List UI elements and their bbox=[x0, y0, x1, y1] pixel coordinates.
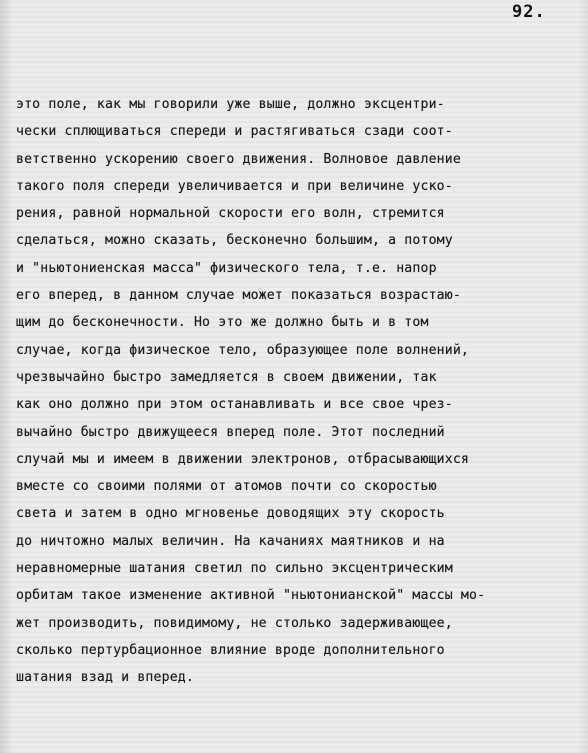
text-line: чески сплющиваться спереди и растягиваться сзади соот- bbox=[16, 124, 453, 140]
text-line: ветственно ускорению своего движения. Волновое давление bbox=[16, 151, 461, 167]
text-line: до ничтожно малых величин. На качаниях маятников и на bbox=[16, 533, 445, 549]
text-line: как оно должно при этом останавливать и все свое чрез- bbox=[16, 397, 453, 413]
text-line: шатания взад и вперед. bbox=[16, 670, 194, 686]
text-line: щим до бесконечности. Но это же должно быть и в том bbox=[16, 315, 429, 331]
text-line: его вперед, в данном случае может показаться возрастаю- bbox=[16, 288, 461, 304]
body-text bbox=[16, 91, 578, 692]
text-line: жет производить, повидимому, не столько задерживающее, bbox=[16, 615, 453, 631]
text-line: сделаться, можно сказать, бесконечно большим, а потому bbox=[16, 233, 453, 249]
text-line: сколько пертурбационное влияние вроде дополнительного bbox=[16, 642, 445, 658]
text-line: вместе со своими полями от атомов почти со скоростью bbox=[16, 479, 437, 495]
text-line: чрезвычайно быстро замедляется в своем движении, так bbox=[16, 369, 437, 385]
text-line: случай мы и имеем в движении электронов, отбрасывающихся bbox=[16, 451, 470, 467]
text-line: света и затем в одно мгновенье доводящих эту скорость bbox=[16, 506, 445, 522]
text-line: и "ньютониенская масса" физического тела, т.е. напор bbox=[16, 260, 437, 276]
text-line: вычайно быстро движущееся вперед поле. Этот последний bbox=[16, 424, 445, 440]
text-line: случае, когда физическое тело, образующее поле волнений, bbox=[16, 342, 470, 358]
text-line: неравномерные шатания светил по сильно эксцентрическим bbox=[16, 561, 453, 577]
text-line: это поле, как мы говорили уже выше, должно эксцентри- bbox=[16, 97, 445, 112]
text-line: орбитам такое изменение активной "ньютонианской" массы мо- bbox=[16, 588, 486, 604]
text-line: такого поля спереди увеличивается и при величине уско- bbox=[16, 178, 453, 194]
page-number: 92. bbox=[512, 2, 546, 22]
text-line: рения, равной нормальной скорости его волн, стремится bbox=[16, 206, 445, 222]
